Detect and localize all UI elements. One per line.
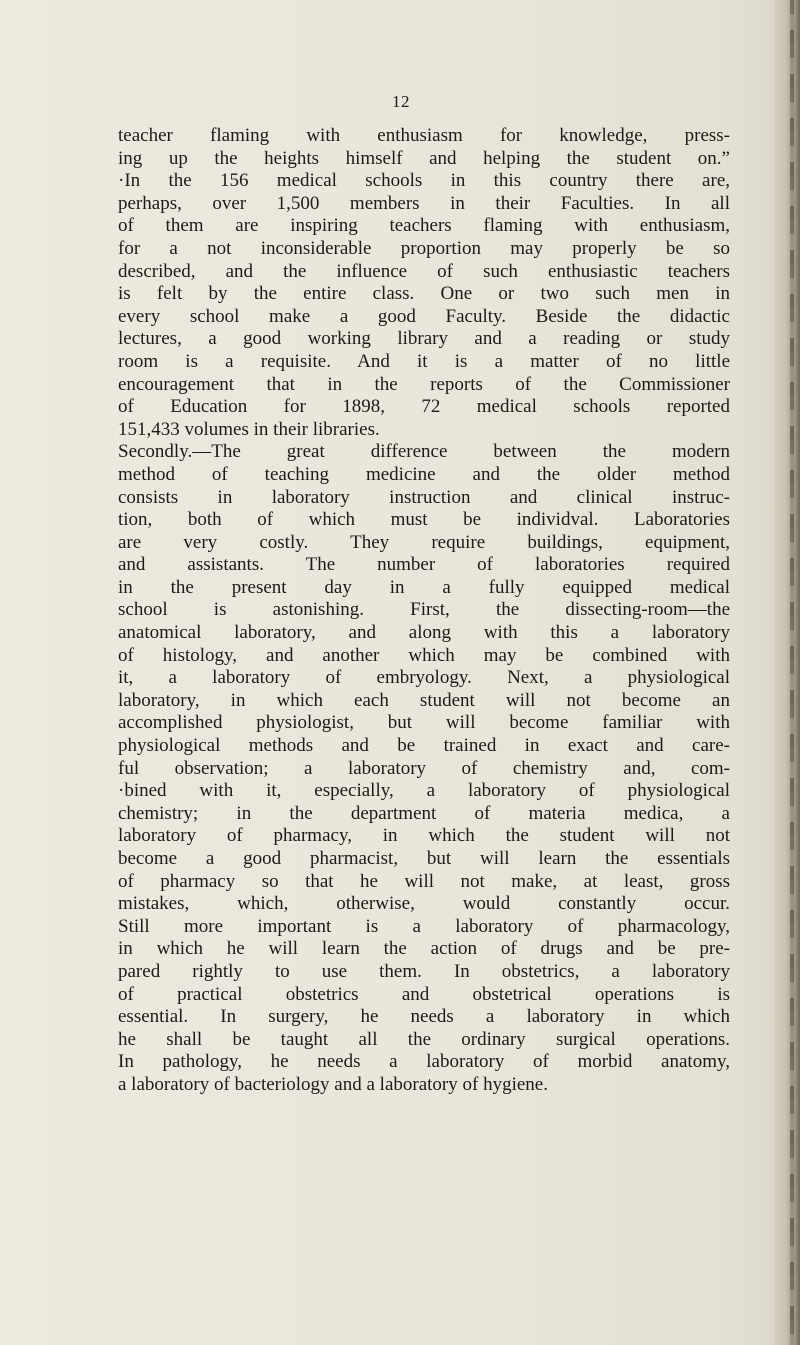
text-line: mistakes, which, otherwise, would constantly occur. [118, 893, 730, 915]
text-line: encouragement that in the reports of the Commissioner [118, 373, 730, 395]
page-edge-shadow [790, 0, 794, 1345]
text-line: of pharmacy so that he will not make, at least, gross [118, 870, 730, 892]
text-line: Still more important is a laboratory of pharmacology, [118, 915, 730, 937]
text-line: are very costly. They require buildings, equipment, [118, 531, 730, 553]
text-line: of Education for 1898, 72 medical schools reported [118, 396, 730, 418]
text-line: Secondly.—The great difference between the modern [118, 441, 730, 463]
text-line: physiological methods and be trained in exact and care- [118, 735, 730, 757]
text-line: lectures, a good working library and a reading or study [118, 328, 730, 350]
text-line: described, and the influence of such enthusiastic teachers [118, 260, 730, 282]
body-text [118, 125, 730, 1097]
text-line: In pathology, he needs a laboratory of morbid anatomy, [118, 1051, 730, 1073]
text-line: of histology, and another which may be combined with [118, 644, 730, 666]
text-line: teacher flaming with enthusiasm for knowledge, press- [118, 125, 730, 146]
text-line: laboratory of pharmacy, in which the student will not [118, 825, 730, 847]
text-line: accomplished physiologist, but will become familiar with [118, 712, 730, 734]
text-line: of them are inspiring teachers flaming with enthusiasm, [118, 215, 730, 237]
text-line: room is a requisite. And it is a matter of no little [118, 350, 730, 372]
text-line: essential. In surgery, he needs a laboratory in which [118, 1006, 730, 1028]
text-line: every school make a good Faculty. Beside the didactic [118, 305, 730, 327]
text-line: school is astonishing. First, the dissecting-room—the [118, 599, 730, 621]
text-line: pared rightly to use them. In obstetrics, a laboratory [118, 960, 730, 982]
text-line: and assistants. The number of laboratories required [118, 554, 730, 576]
text-line: laboratory, in which each student will not become an [118, 689, 730, 711]
text-line: tion, both of which must be individval. Laboratories [118, 509, 730, 531]
text-line: it, a laboratory of embryology. Next, a physiological [118, 667, 730, 689]
text-line: in the present day in a fully equipped medical [118, 576, 730, 598]
text-line: method of teaching medicine and the older method [118, 463, 730, 485]
text-line: of practical obstetrics and obstetrical operations is [118, 983, 730, 1005]
text-line: is felt by the entire class. One or two such men in [118, 283, 730, 305]
text-line: ful observation; a laboratory of chemistry and, com- [118, 757, 730, 779]
page-edge [774, 0, 800, 1345]
text-line: ing up the heights himself and helping the student on.” [118, 147, 730, 169]
text-line: become a good pharmacist, but will learn the essentials [118, 848, 730, 869]
text-line: consists in laboratory instruction and clinical instruc- [118, 486, 730, 508]
text-line: for a not inconsiderable proportion may properly be so [118, 237, 730, 259]
text-line: anatomical laboratory, and along with this a laboratory [118, 622, 730, 644]
page-number: 12 [392, 92, 410, 111]
text-line: 151,433 volumes in their libraries. [118, 418, 380, 440]
text-line: in which he will learn the action of drugs and be pre- [118, 938, 730, 960]
text-line: chemistry; in the department of materia medica, a [118, 802, 730, 824]
text-line: ·bined with it, especially, a laboratory of physiological [118, 780, 730, 802]
text-line: perhaps, over 1,500 members in their Faculties. In all [118, 192, 730, 214]
text-line: ·In the 156 medical schools in this country there are, [118, 170, 730, 192]
text-line: a laboratory of bacteriology and a laboratory of hygiene. [118, 1073, 548, 1095]
text-line: he shall be taught all the ordinary surgical operations. [118, 1028, 730, 1050]
